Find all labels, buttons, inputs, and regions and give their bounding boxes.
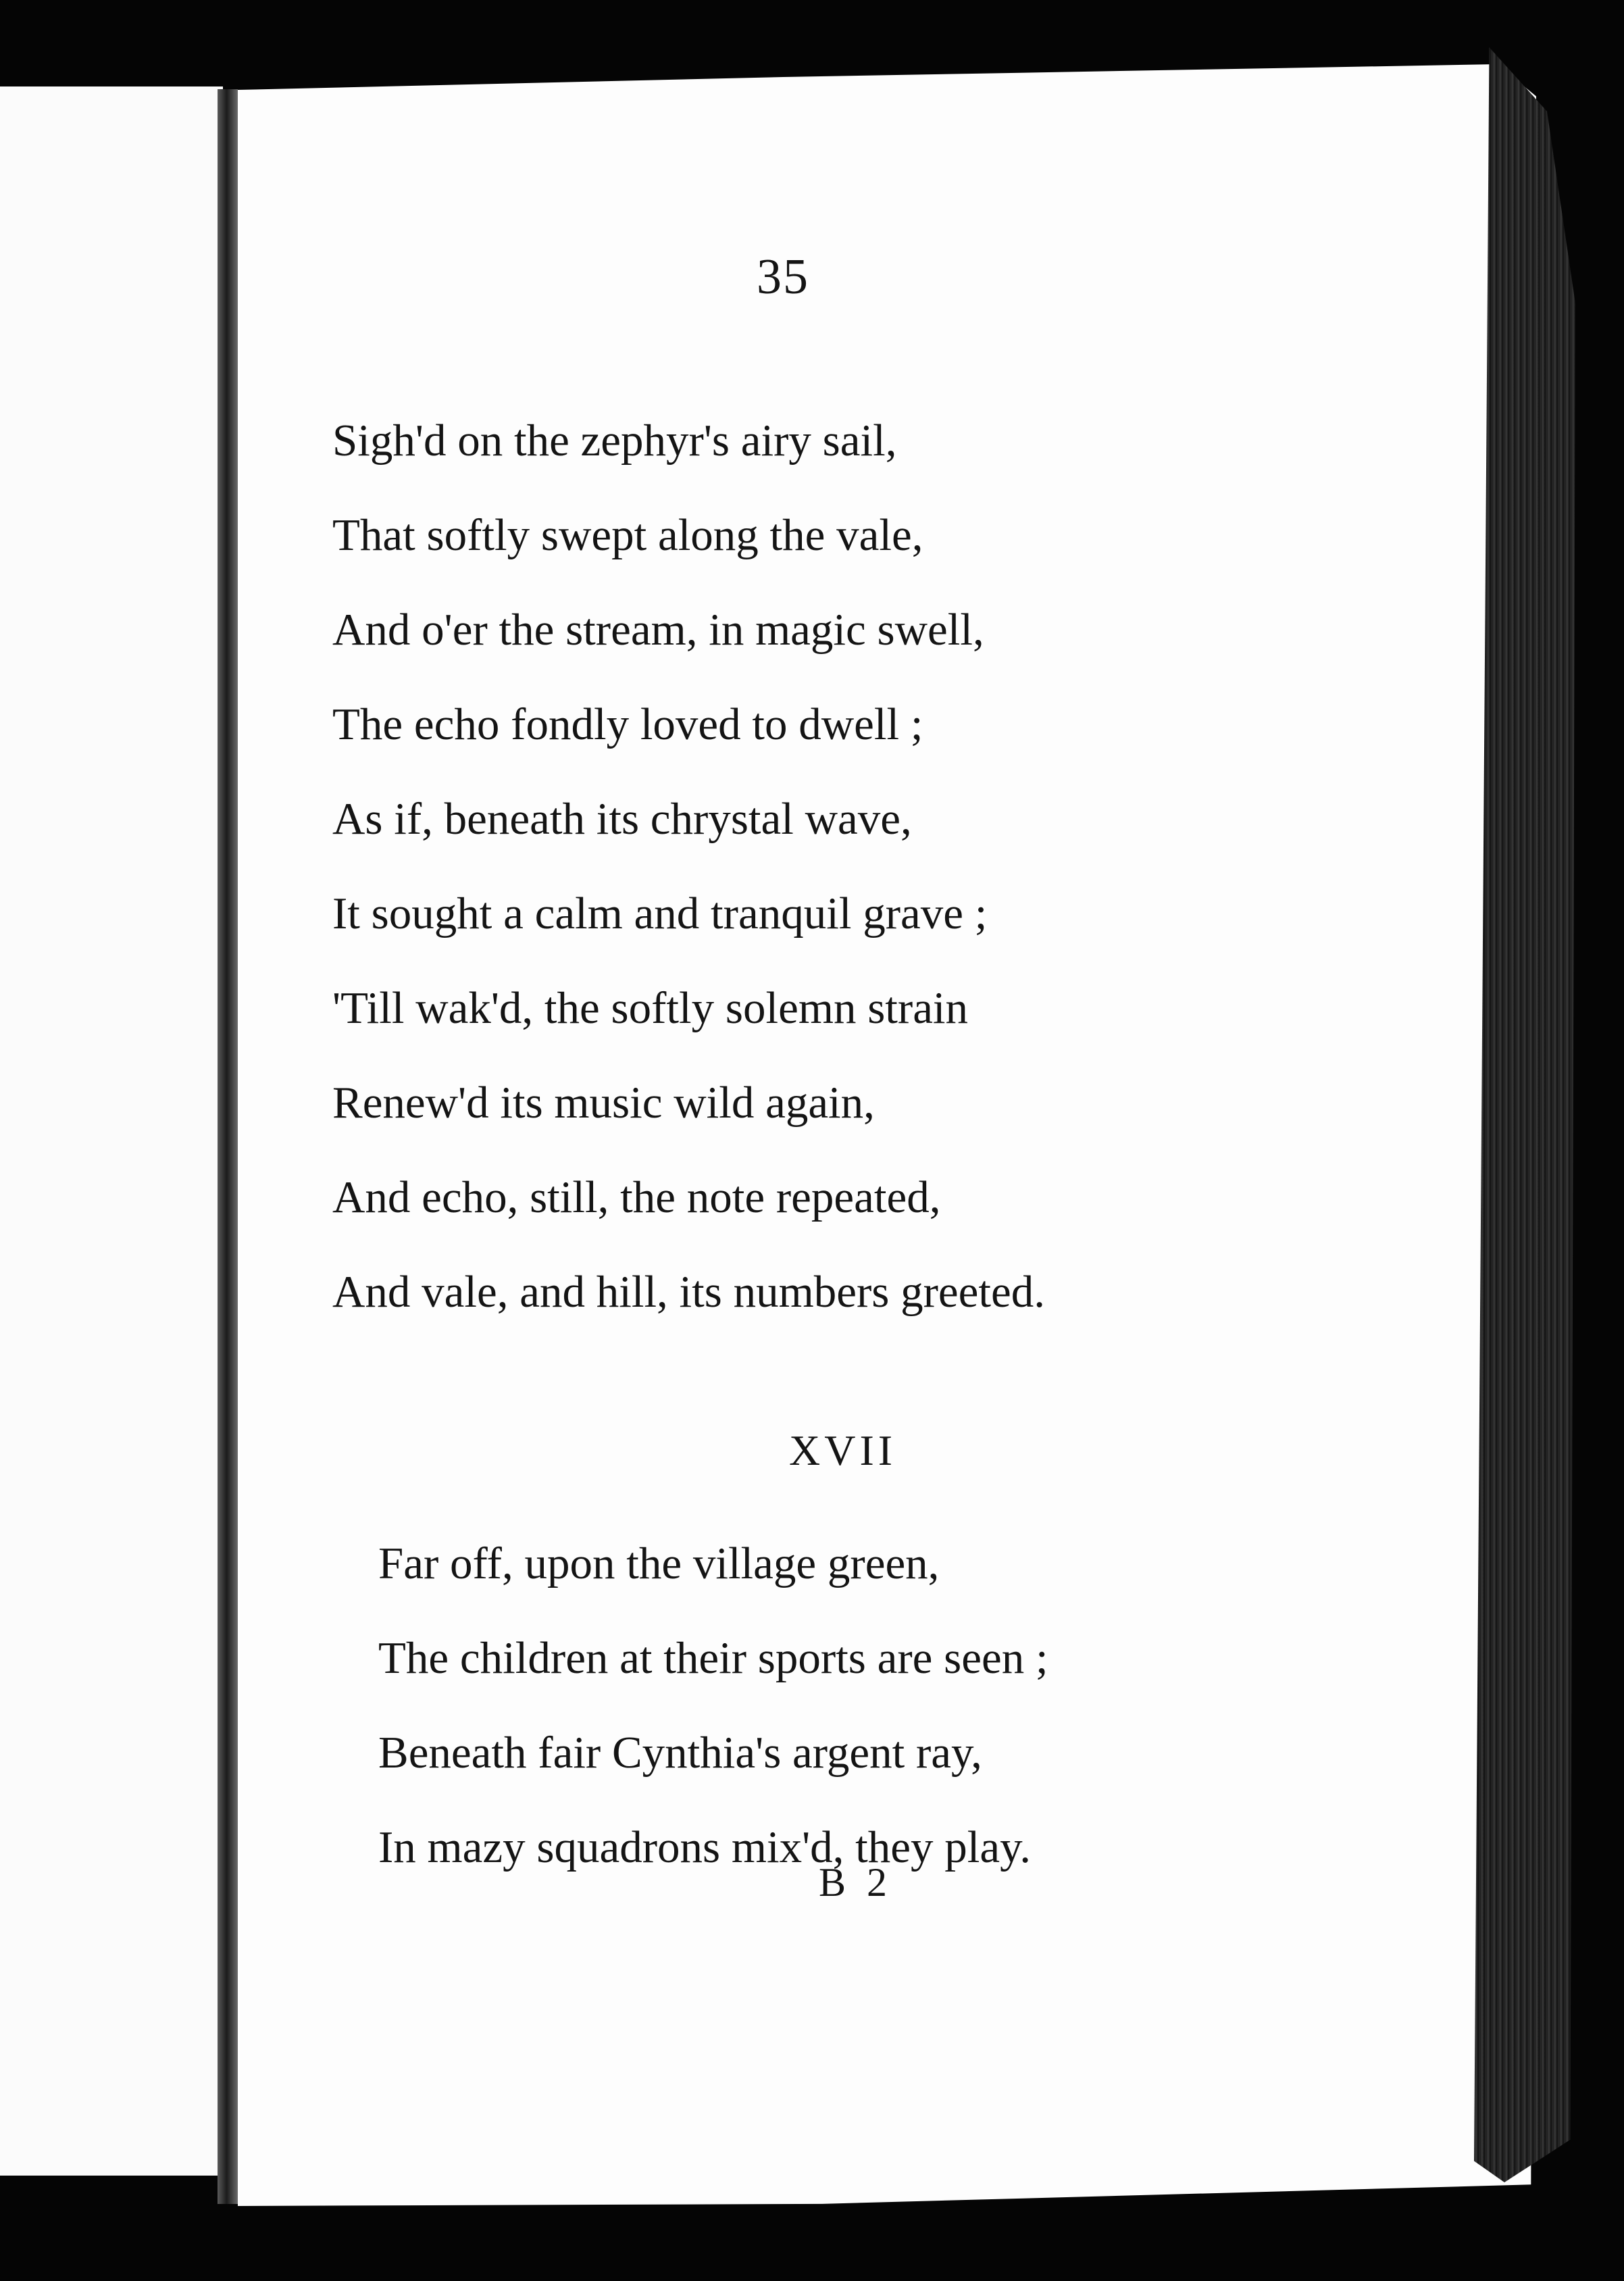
poem-line: Far off, upon the village green, xyxy=(378,1538,940,1588)
poem-line: The echo fondly loved to dwell ; xyxy=(332,699,923,749)
page-number: 35 xyxy=(757,249,809,305)
poem-line: The children at their sports are seen ; xyxy=(378,1633,1048,1683)
section-heading: XVII xyxy=(789,1426,897,1474)
stanza-xvii xyxy=(378,1516,1048,1895)
poem-line: That softly swept along the vale, xyxy=(332,510,923,560)
poem-line: Renew'd its music wild again, xyxy=(332,1078,875,1128)
poem-line: And vale, and hill, its numbers greeted. xyxy=(332,1267,1045,1317)
poem-line: And o'er the stream, in magic swell, xyxy=(332,605,984,655)
poem-line: In mazy squadrons mix'd, they play. xyxy=(378,1822,1032,1872)
poem-line: And echo, still, the note repeated, xyxy=(332,1172,941,1222)
book-gutter xyxy=(218,89,238,2204)
poem-line: 'Till wak'd, the softly solemn strain xyxy=(332,983,969,1033)
poem-line: It sought a calm and tranquil grave ; xyxy=(332,888,988,938)
poem-line: Sigh'd on the zephyr's airy sail, xyxy=(332,416,897,466)
poem-line: Beneath fair Cynthia's argent ray, xyxy=(378,1728,982,1778)
facing-page-edge xyxy=(0,86,223,2176)
stanza xyxy=(332,393,1045,1339)
poem-line: As if, beneath its chrystal wave, xyxy=(332,794,912,844)
signature-mark: B 2 xyxy=(819,1860,893,1905)
page-stack-edge xyxy=(1474,47,1575,2182)
